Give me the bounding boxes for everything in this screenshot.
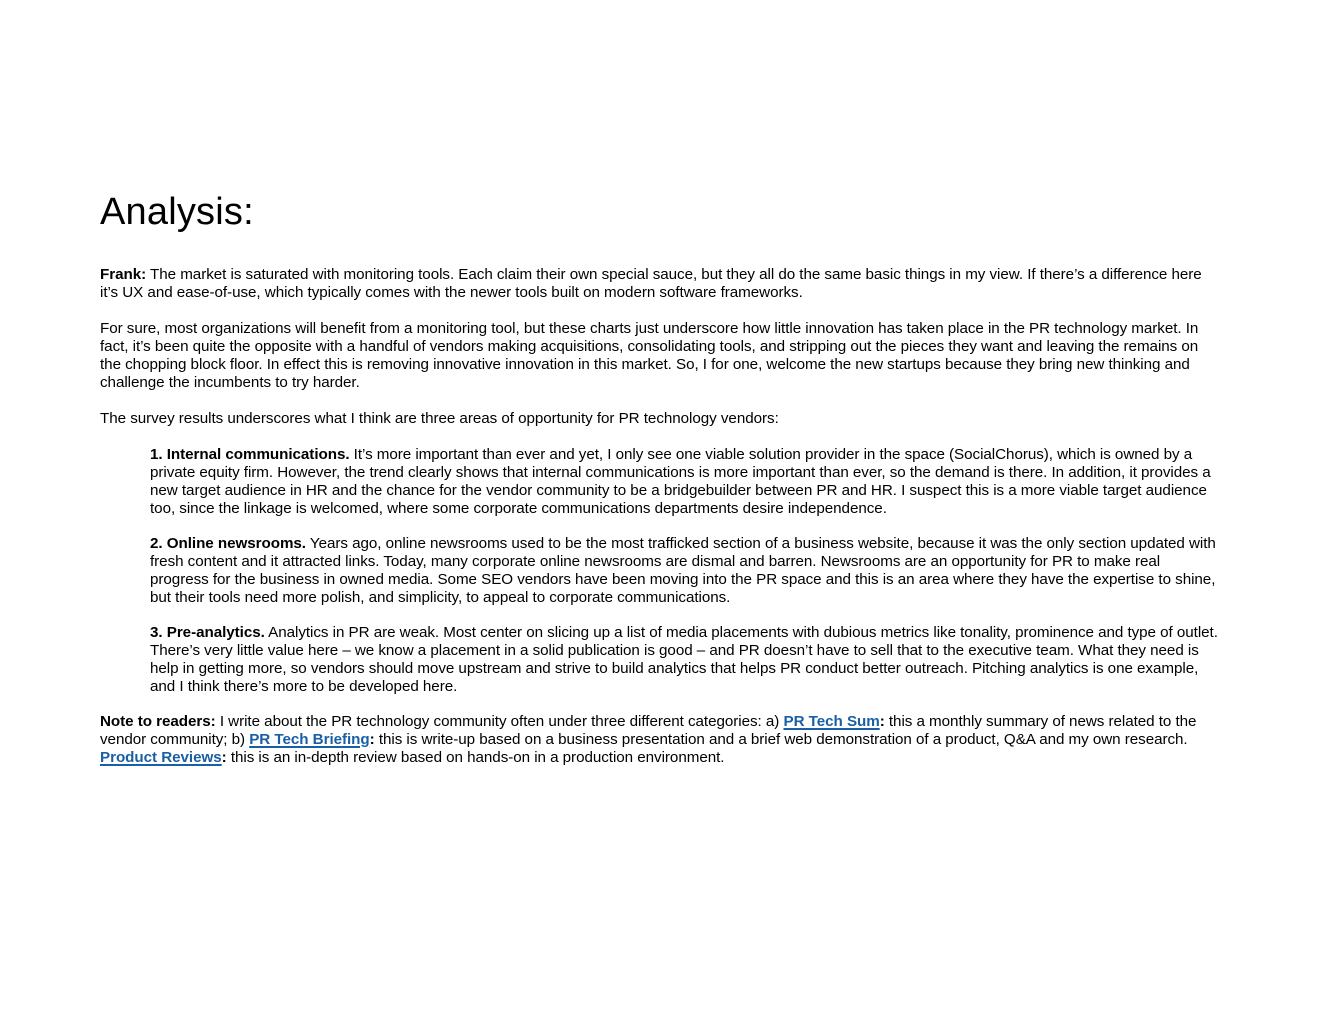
list-item-online-newsrooms — [150, 535, 1222, 607]
product-reviews-link[interactable]: Product Reviews — [100, 749, 222, 766]
list-item-heading: 3. Pre-analytics. — [150, 624, 265, 641]
note-text: this is write-up based on a business presentation and a brief web demonstration of a product, Q&A and my own research. — [374, 731, 1188, 748]
page-title: Analysis: — [100, 191, 254, 233]
note-intro: I write about the PR technology community often under three different categories: a) — [215, 713, 784, 730]
note-text: this a monthly summary of news related to the vendor community; b) — [100, 713, 1197, 748]
pr-tech-sum-link[interactable]: PR Tech Sum — [783, 713, 880, 730]
document-page — [100, 188, 1222, 785]
note-paragraph — [100, 713, 1222, 767]
pr-tech-briefing-link[interactable]: PR Tech Briefing — [249, 731, 370, 748]
frank-paragraph — [100, 266, 1222, 302]
list-item-internal-communications — [150, 446, 1222, 518]
list-item-text: It’s more important than ever and yet, I only see one viable solution provider in the space (SocialChorus), which is owned by a private equity firm. However, the trend clearly shows that internal communications is more important than ever, so the demand is there. In addition, it provides a new target audience in HR and the chance for the vendor community to be a bridgebuilder between PR and HR. I suspect this is a more viable target audience too, since the linkage is welcomed, where some corporate communications departments desire independence. — [150, 446, 1211, 517]
list-item-pre-analytics — [150, 624, 1222, 696]
list-item-heading: 1. Internal communications. — [150, 446, 350, 463]
list-item-text: Analytics in PR are weak. Most center on slicing up a list of media placements with dubious metrics like tonality, prominence and type of outlet. There’s very little value here – we know a placement in a solid publication is good – and PR doesn’t have to sell that to the executive team. What they need is help in getting more, so vendors should move upstream and strive to build analytics that helps PR conduct better outreach. Pitching analytics is one example, and I think there’s more to be developed here. — [150, 624, 1218, 695]
note-colon: : — [369, 731, 375, 748]
list-item-heading: 2. Online newsrooms. — [150, 535, 306, 552]
frank-text: The market is saturated with monitoring tools. Each claim their own special sauce, but they all do the same basic things in my view. If there’s a difference here it’s UX and ease-of-use, which typically comes with the newer tools built on modern software frameworks. — [100, 266, 1202, 301]
note-colon: : — [879, 713, 885, 730]
survey-paragraph: The survey results underscores what I think are three areas of opportunity for PR technology vendors: — [100, 410, 779, 427]
frank-label: Frank: — [100, 266, 147, 283]
note-colon: : — [221, 749, 227, 766]
note-text: this is an in-depth review based on hands-on in a production environment. — [226, 749, 725, 766]
innovation-paragraph: For sure, most organizations will benefit from a monitoring tool, but these charts just underscore how little innovation has taken place in the PR technology market. In fact, it’s been quite the opposite with a handful of vendors making acquisitions, consolidating tools, and stripping out the pieces they want and leaving the remains on the chopping block floor. In effect this is removing innovative innovation in this market. So, I for one, welcome the new startups because they bring new thinking and challenge the incumbents to try harder. — [100, 320, 1199, 391]
note-label: Note to readers: — [100, 713, 216, 730]
list-item-text: Years ago, online newsrooms used to be the most trafficked section of a business website, because it was the only section updated with fresh content and it attracted links. Today, many corporate online newsrooms are dismal and barren. Newsrooms are an opportunity for PR to make real progress for the business in owned media. Some SEO vendors have been moving into the PR space and this is an area where they have the expertise to shine, but their tools need more polish, and simplicity, to appeal to corporate communications. — [150, 535, 1216, 606]
